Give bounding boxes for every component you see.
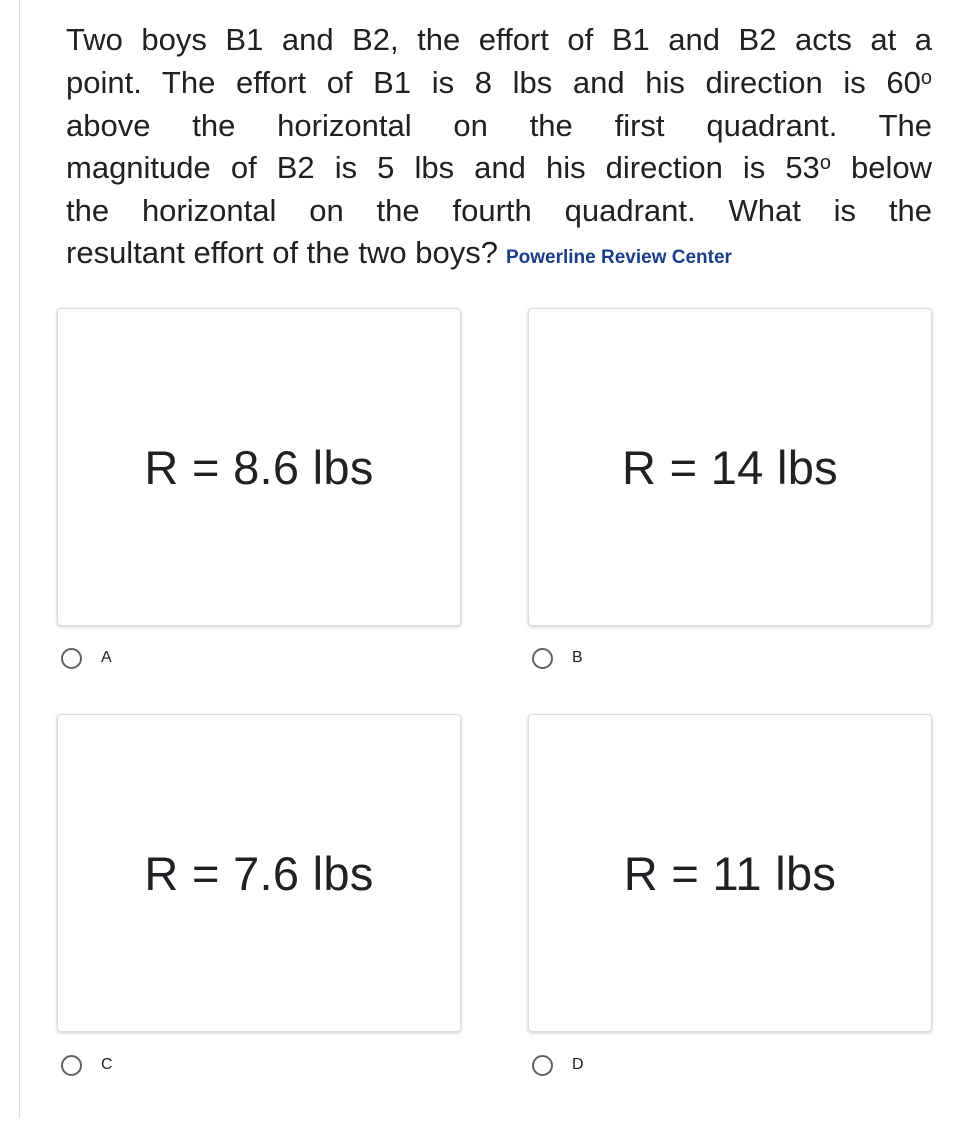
option-a-value: R = 8.6 lbs [144,440,374,494]
question-line-6 [66,233,932,273]
option-d-value: R = 11 lbs [623,846,837,900]
option-d-label: D [572,1056,584,1073]
option-c-label: C [101,1056,113,1073]
option-b-radio-choice[interactable] [532,643,583,673]
option-b-value: R = 14 lbs [622,440,838,494]
question-line-3 [66,106,932,146]
question-line-4-tail: below [830,150,932,185]
option-a-radio-choice[interactable] [61,643,112,673]
option-b-image[interactable] [528,308,932,626]
option-d-image[interactable] [528,714,932,1032]
radio-button-icon[interactable] [61,648,82,669]
question-line-1 [66,20,932,60]
question-line-6-text: resultant effort of the two boys? [66,235,498,270]
degree-symbol: o [819,152,831,174]
option-a-image[interactable] [57,308,461,626]
form-left-border [19,0,20,1118]
option-b-label: B [572,649,583,666]
option-c-image[interactable] [57,714,461,1032]
question-line-4 [66,148,932,188]
radio-button-icon[interactable] [532,648,553,669]
credit-label: Powerline Review Center [505,247,732,268]
option-c-radio-choice[interactable] [61,1050,113,1080]
option-c-value: R = 7.6 lbs [144,846,374,900]
radio-button-icon[interactable] [61,1055,82,1076]
question-line-2-text: point. The effort of B1 is 8 lbs and his direction is 60 [66,65,921,100]
question-text [66,20,932,272]
radio-button-icon[interactable] [532,1055,553,1076]
question-line-5-text: the horizontal on the fourth quadrant. What is the [66,193,932,228]
option-a-label: A [101,649,112,666]
degree-symbol: o [920,67,932,89]
question-line-1-text: Two boys B1 and B2, the effort of B1 and B2 acts at a [66,22,932,57]
question-line-2 [66,63,932,103]
question-line-4-text: magnitude of B2 is 5 lbs and his direction is 53 [66,150,820,185]
option-d-radio-choice[interactable] [532,1050,584,1080]
question-line-5 [66,191,932,231]
question-line-3-text: above the horizontal on the first quadrant. The [66,108,932,143]
